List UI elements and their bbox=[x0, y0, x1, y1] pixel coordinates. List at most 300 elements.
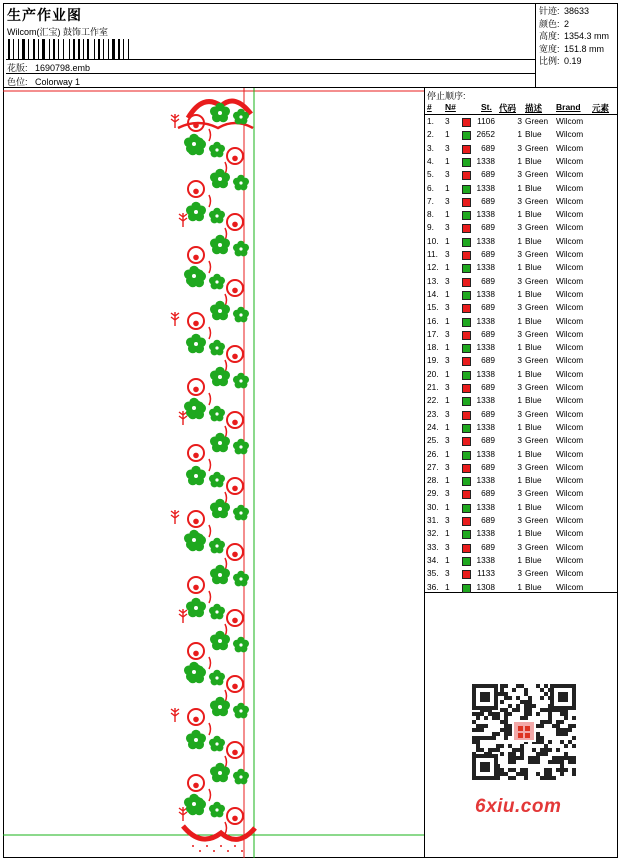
qr-module bbox=[568, 724, 572, 728]
qr-module bbox=[540, 708, 544, 712]
qr-module bbox=[500, 772, 504, 776]
qr-module bbox=[532, 756, 536, 760]
sprig-motif bbox=[179, 609, 187, 623]
row-brand: Wilcom bbox=[556, 554, 584, 565]
qr-module bbox=[536, 760, 540, 764]
row-brand: Wilcom bbox=[556, 302, 584, 313]
qr-module bbox=[516, 708, 520, 712]
row-brand: Wilcom bbox=[556, 448, 584, 459]
row-needle: 1 bbox=[445, 342, 450, 353]
row-code: 3 bbox=[517, 222, 522, 233]
column-header: 描述 bbox=[525, 103, 543, 113]
row-description: Blue bbox=[525, 554, 542, 565]
stem-motif bbox=[225, 426, 227, 438]
color-swatch bbox=[462, 145, 471, 154]
row-index: 13. bbox=[427, 275, 439, 286]
tail-dot bbox=[241, 850, 243, 852]
row-needle: 1 bbox=[445, 315, 450, 326]
row-needle: 1 bbox=[445, 475, 450, 486]
ring-dot bbox=[232, 222, 238, 228]
qr-module bbox=[516, 772, 520, 776]
qr-module bbox=[484, 724, 488, 728]
qr-module bbox=[512, 776, 516, 780]
qr-module bbox=[520, 768, 524, 772]
row-description: Blue bbox=[525, 501, 542, 512]
row-code: 3 bbox=[517, 142, 522, 153]
row-code: 3 bbox=[517, 302, 522, 313]
row-stitches: 1308 bbox=[476, 581, 495, 592]
row-index: 15. bbox=[427, 302, 439, 313]
qr-module bbox=[512, 768, 516, 772]
row-description: Green bbox=[525, 382, 549, 392]
qr-module bbox=[488, 736, 492, 740]
barcode-bar bbox=[98, 39, 100, 59]
row-description: Green bbox=[525, 249, 549, 259]
tail-dot bbox=[192, 845, 194, 847]
qr-module bbox=[476, 740, 480, 744]
row-needle: 1 bbox=[445, 209, 450, 220]
table-row bbox=[425, 382, 618, 395]
row-stitches: 1106 bbox=[477, 116, 495, 126]
color-swatch bbox=[462, 118, 471, 127]
company-name: Wilcom(汇宝) 鼓饰工作室 bbox=[7, 27, 108, 37]
row-brand: Wilcom bbox=[556, 195, 584, 206]
row-index: 34. bbox=[427, 554, 439, 565]
color-swatch bbox=[462, 557, 471, 566]
row-brand: Wilcom bbox=[556, 581, 584, 592]
tail-dot bbox=[220, 845, 222, 847]
barcode-bar bbox=[53, 39, 55, 59]
qr-module bbox=[520, 684, 524, 688]
qr-module bbox=[500, 728, 504, 732]
qr-module bbox=[544, 684, 548, 688]
barcode-bar bbox=[94, 39, 95, 59]
table-row bbox=[425, 462, 618, 475]
row-index: 3. bbox=[427, 142, 434, 153]
qr-module bbox=[476, 744, 480, 748]
qr-code-image bbox=[472, 684, 576, 780]
flower-motif bbox=[209, 340, 225, 356]
row-needle: 3 bbox=[445, 222, 450, 233]
stem-motif bbox=[225, 360, 227, 372]
qr-module bbox=[540, 736, 544, 740]
row-index: 17. bbox=[427, 328, 439, 339]
row-description: Blue bbox=[525, 528, 542, 539]
qr-module bbox=[512, 688, 516, 692]
tail-dot bbox=[213, 850, 215, 852]
flower-motif bbox=[184, 662, 204, 682]
row-index: 5. bbox=[427, 169, 434, 180]
row-index: 6. bbox=[427, 182, 434, 193]
row-index: 8. bbox=[427, 209, 434, 220]
qr-module bbox=[476, 716, 480, 720]
row-needle: 3 bbox=[445, 195, 450, 206]
qr-module bbox=[556, 756, 560, 760]
table-row bbox=[425, 515, 618, 528]
row-needle: 3 bbox=[445, 249, 450, 259]
row-code: 1 bbox=[517, 155, 522, 166]
row-brand: Wilcom bbox=[556, 142, 584, 153]
qr-logo-mark bbox=[525, 726, 530, 731]
color-swatch bbox=[462, 291, 471, 300]
row-code: 3 bbox=[517, 435, 522, 446]
flower-motif bbox=[209, 406, 225, 422]
row-index: 23. bbox=[427, 408, 439, 419]
height-stat bbox=[539, 30, 618, 43]
row-code: 1 bbox=[517, 315, 522, 326]
row-index: 14. bbox=[427, 288, 439, 299]
qr-module bbox=[552, 760, 556, 764]
stem-motif bbox=[209, 789, 211, 801]
flower-motif bbox=[210, 763, 230, 783]
row-index: 20. bbox=[427, 368, 439, 379]
colorway-label: 色位: bbox=[7, 77, 28, 87]
row-stitches: 1338 bbox=[476, 421, 495, 432]
flower-motif bbox=[184, 398, 204, 418]
flower-motif bbox=[186, 466, 206, 486]
row-needle: 1 bbox=[445, 368, 450, 379]
qr-module bbox=[552, 756, 556, 760]
ring-dot bbox=[232, 750, 238, 756]
qr-module bbox=[560, 732, 564, 736]
qr-module bbox=[572, 724, 576, 728]
flower-motif bbox=[186, 334, 206, 354]
flower-motif bbox=[233, 703, 249, 719]
flower-motif bbox=[210, 301, 230, 321]
flower-motif bbox=[209, 538, 225, 554]
qr-module bbox=[572, 760, 576, 764]
table-row bbox=[425, 369, 618, 382]
qr-module bbox=[564, 728, 568, 732]
qr-module bbox=[500, 684, 504, 688]
tail-dot bbox=[206, 845, 208, 847]
color-swatch bbox=[462, 238, 471, 247]
row-stitches: 1338 bbox=[476, 448, 495, 459]
table-row bbox=[425, 143, 618, 156]
qr-module bbox=[544, 752, 548, 756]
qr-module bbox=[548, 712, 552, 716]
qr-module bbox=[544, 776, 548, 780]
qr-module bbox=[480, 728, 484, 732]
barcode-bar bbox=[63, 39, 64, 59]
row-needle: 3 bbox=[445, 355, 450, 366]
row-brand: Wilcom bbox=[556, 382, 584, 392]
qr-module bbox=[524, 700, 528, 704]
qr-module bbox=[480, 736, 484, 740]
qr-module bbox=[500, 768, 504, 772]
color-swatch bbox=[462, 437, 471, 446]
qr-module bbox=[564, 712, 568, 716]
color-swatch bbox=[462, 211, 471, 220]
qr-module bbox=[540, 720, 544, 724]
flower-motif bbox=[186, 598, 206, 618]
row-needle: 3 bbox=[445, 541, 450, 552]
qr-module bbox=[572, 716, 576, 720]
qr-module bbox=[556, 728, 560, 732]
ring-dot bbox=[193, 255, 199, 261]
qr-module bbox=[492, 736, 496, 740]
qr-module bbox=[508, 696, 512, 700]
row-brand: Wilcom bbox=[556, 222, 584, 233]
row-stitches: 689 bbox=[481, 195, 495, 206]
row-needle: 1 bbox=[445, 262, 450, 273]
stem-motif bbox=[209, 591, 211, 603]
row-description: Blue bbox=[525, 262, 542, 273]
row-stitches: 689 bbox=[481, 515, 495, 525]
flower-motif bbox=[184, 266, 204, 286]
qr-module bbox=[520, 756, 524, 760]
qr-module bbox=[472, 712, 476, 716]
row-needle: 1 bbox=[445, 501, 450, 512]
row-description: Green bbox=[525, 435, 549, 446]
table-row bbox=[425, 395, 618, 408]
qr-finder-center bbox=[558, 692, 568, 702]
qr-module bbox=[524, 776, 528, 780]
qr-module bbox=[504, 720, 508, 724]
row-code: 1 bbox=[517, 262, 522, 273]
row-code: 1 bbox=[517, 421, 522, 432]
qr-module bbox=[560, 728, 564, 732]
flower-motif bbox=[210, 103, 230, 123]
stem-motif bbox=[209, 723, 211, 735]
flower-motif bbox=[209, 142, 225, 158]
qr-module bbox=[536, 736, 540, 740]
qr-module bbox=[516, 748, 520, 752]
row-index: 10. bbox=[427, 235, 439, 246]
qr-module bbox=[528, 712, 532, 716]
colorway-value: Colorway 1 bbox=[35, 77, 81, 87]
row-code: 3 bbox=[517, 382, 522, 392]
row-stitches: 689 bbox=[481, 275, 495, 286]
qr-finder-center bbox=[480, 762, 490, 772]
row-stitches: 1338 bbox=[476, 342, 495, 353]
row-code: 1 bbox=[517, 129, 522, 140]
row-stitches: 1338 bbox=[476, 182, 495, 193]
column-header: # bbox=[427, 102, 432, 112]
row-index: 36. bbox=[427, 581, 439, 592]
qr-module bbox=[556, 768, 560, 772]
row-index: 33. bbox=[427, 541, 439, 552]
qr-module bbox=[572, 768, 576, 772]
row-code: 1 bbox=[517, 235, 522, 246]
document-title: 生产作业图 bbox=[7, 7, 82, 23]
qr-module bbox=[560, 720, 564, 724]
qr-module bbox=[528, 704, 532, 708]
qr-module bbox=[544, 720, 548, 724]
qr-module bbox=[516, 684, 520, 688]
flower-motif bbox=[210, 433, 230, 453]
qr-module bbox=[504, 732, 508, 736]
row-index: 16. bbox=[427, 315, 439, 326]
qr-module bbox=[564, 716, 568, 720]
row-stitches: 689 bbox=[481, 328, 495, 339]
sprig-motif bbox=[171, 312, 179, 326]
qr-module bbox=[536, 684, 540, 688]
qr-module bbox=[476, 728, 480, 732]
flower-motif bbox=[209, 604, 225, 620]
row-code: 3 bbox=[517, 169, 522, 180]
stem-motif bbox=[225, 162, 227, 174]
row-index: 29. bbox=[427, 488, 439, 499]
stem-motif bbox=[225, 822, 227, 834]
row-description: Green bbox=[525, 515, 549, 525]
table-row bbox=[425, 249, 618, 262]
qr-module bbox=[564, 744, 568, 748]
row-stitches: 689 bbox=[481, 382, 495, 392]
flower-motif bbox=[210, 565, 230, 585]
row-index: 11. bbox=[427, 249, 438, 259]
flower-motif bbox=[209, 736, 225, 752]
row-description: Blue bbox=[525, 475, 542, 486]
row-index: 27. bbox=[427, 461, 439, 472]
qr-module bbox=[536, 712, 540, 716]
stem-motif bbox=[209, 129, 211, 141]
qr-module bbox=[480, 724, 484, 728]
qr-module bbox=[560, 740, 564, 744]
row-index: 18. bbox=[427, 342, 439, 353]
stitches-label: 针迹: bbox=[539, 6, 560, 16]
design-file-value: 1690798.emb bbox=[35, 63, 91, 73]
row-index: 12. bbox=[427, 262, 439, 273]
row-code: 3 bbox=[517, 275, 522, 286]
qr-module bbox=[516, 696, 520, 700]
color-swatch bbox=[462, 570, 471, 579]
table-row bbox=[425, 222, 618, 235]
tail-dot bbox=[199, 850, 201, 852]
qr-module bbox=[508, 732, 512, 736]
width-label: 宽度: bbox=[539, 43, 560, 54]
row-stitches: 1338 bbox=[476, 475, 495, 486]
row-brand: Wilcom bbox=[556, 209, 584, 220]
qr-module bbox=[568, 728, 572, 732]
stem-motif bbox=[225, 558, 227, 570]
qr-module bbox=[528, 756, 532, 760]
row-description: Green bbox=[525, 408, 549, 419]
qr-module bbox=[556, 760, 560, 764]
barcode-image bbox=[8, 39, 143, 59]
barcode-bar bbox=[13, 39, 14, 59]
row-stitches: 1338 bbox=[476, 368, 495, 379]
ring-dot bbox=[193, 387, 199, 393]
row-description: Blue bbox=[525, 288, 542, 299]
qr-module bbox=[516, 756, 520, 760]
row-needle: 1 bbox=[445, 581, 450, 592]
qr-module bbox=[476, 736, 480, 740]
qr-module bbox=[544, 768, 548, 772]
qr-module bbox=[508, 760, 512, 764]
flower-motif bbox=[210, 499, 230, 519]
qr-module bbox=[504, 724, 508, 728]
qr-module bbox=[500, 692, 504, 696]
qr-module bbox=[504, 692, 508, 696]
qr-module bbox=[532, 748, 536, 752]
ring-dot bbox=[193, 453, 199, 459]
barcode-bar bbox=[22, 39, 25, 59]
qr-module bbox=[544, 692, 548, 696]
qr-module bbox=[488, 748, 492, 752]
row-needle: 3 bbox=[445, 568, 450, 579]
qr-module bbox=[544, 772, 548, 776]
color-swatch bbox=[462, 304, 471, 313]
document-header bbox=[3, 3, 536, 88]
qr-module bbox=[524, 768, 528, 772]
row-code: 1 bbox=[517, 342, 522, 353]
barcode-bar bbox=[112, 39, 115, 59]
qr-module bbox=[508, 756, 512, 760]
qr-module bbox=[548, 716, 552, 720]
row-index: 28. bbox=[427, 475, 439, 486]
row-stitches: 1338 bbox=[476, 501, 495, 512]
ring-dot bbox=[232, 354, 238, 360]
color-swatch bbox=[462, 278, 471, 287]
row-code: 1 bbox=[517, 528, 522, 539]
qr-module bbox=[548, 776, 552, 780]
row-needle: 1 bbox=[445, 448, 450, 459]
height-label: 高度: bbox=[539, 31, 560, 41]
color-swatch bbox=[462, 344, 471, 353]
row-description: Blue bbox=[525, 421, 542, 432]
row-description: Green bbox=[525, 275, 549, 286]
row-stitches: 689 bbox=[481, 435, 495, 446]
qr-module bbox=[508, 744, 512, 748]
row-brand: Wilcom bbox=[556, 528, 584, 539]
barcode-bar bbox=[83, 39, 84, 59]
stem-motif bbox=[209, 657, 211, 669]
qr-module bbox=[508, 712, 512, 716]
qr-module bbox=[556, 720, 560, 724]
qr-module bbox=[556, 748, 560, 752]
stem-motif bbox=[225, 228, 227, 240]
row-brand: Wilcom bbox=[556, 342, 584, 353]
row-description: Green bbox=[525, 169, 549, 180]
row-brand: Wilcom bbox=[556, 435, 584, 446]
flower-motif bbox=[210, 631, 230, 651]
qr-module bbox=[528, 696, 532, 700]
row-description: Green bbox=[525, 541, 549, 552]
flower-motif bbox=[210, 697, 230, 717]
row-description: Green bbox=[525, 302, 549, 313]
column-header: 代码 bbox=[499, 103, 517, 113]
color-swatch bbox=[462, 477, 471, 486]
color-swatch bbox=[462, 131, 471, 140]
table-row bbox=[425, 542, 618, 555]
column-header: 元素 bbox=[592, 103, 610, 113]
row-description: Blue bbox=[525, 235, 542, 246]
row-index: 9. bbox=[427, 222, 434, 233]
qr-module bbox=[512, 752, 516, 756]
ring-dot bbox=[193, 783, 199, 789]
color-swatch bbox=[462, 318, 471, 327]
qr-module bbox=[548, 740, 552, 744]
qr-module bbox=[548, 768, 552, 772]
qr-module bbox=[512, 708, 516, 712]
barcode-bar bbox=[108, 39, 109, 59]
row-index: 7. bbox=[427, 195, 434, 206]
qr-module bbox=[564, 752, 568, 756]
ring-dot bbox=[232, 684, 238, 690]
row-brand: Wilcom bbox=[556, 288, 584, 299]
row-code: 1 bbox=[517, 368, 522, 379]
flower-motif bbox=[209, 208, 225, 224]
table-row bbox=[425, 289, 618, 302]
table-row bbox=[425, 116, 618, 129]
row-code: 1 bbox=[517, 475, 522, 486]
qr-logo-mark bbox=[525, 733, 530, 738]
ring-dot bbox=[232, 816, 238, 822]
qr-module bbox=[540, 740, 544, 744]
qr-module bbox=[520, 716, 524, 720]
qr-module bbox=[500, 700, 504, 704]
